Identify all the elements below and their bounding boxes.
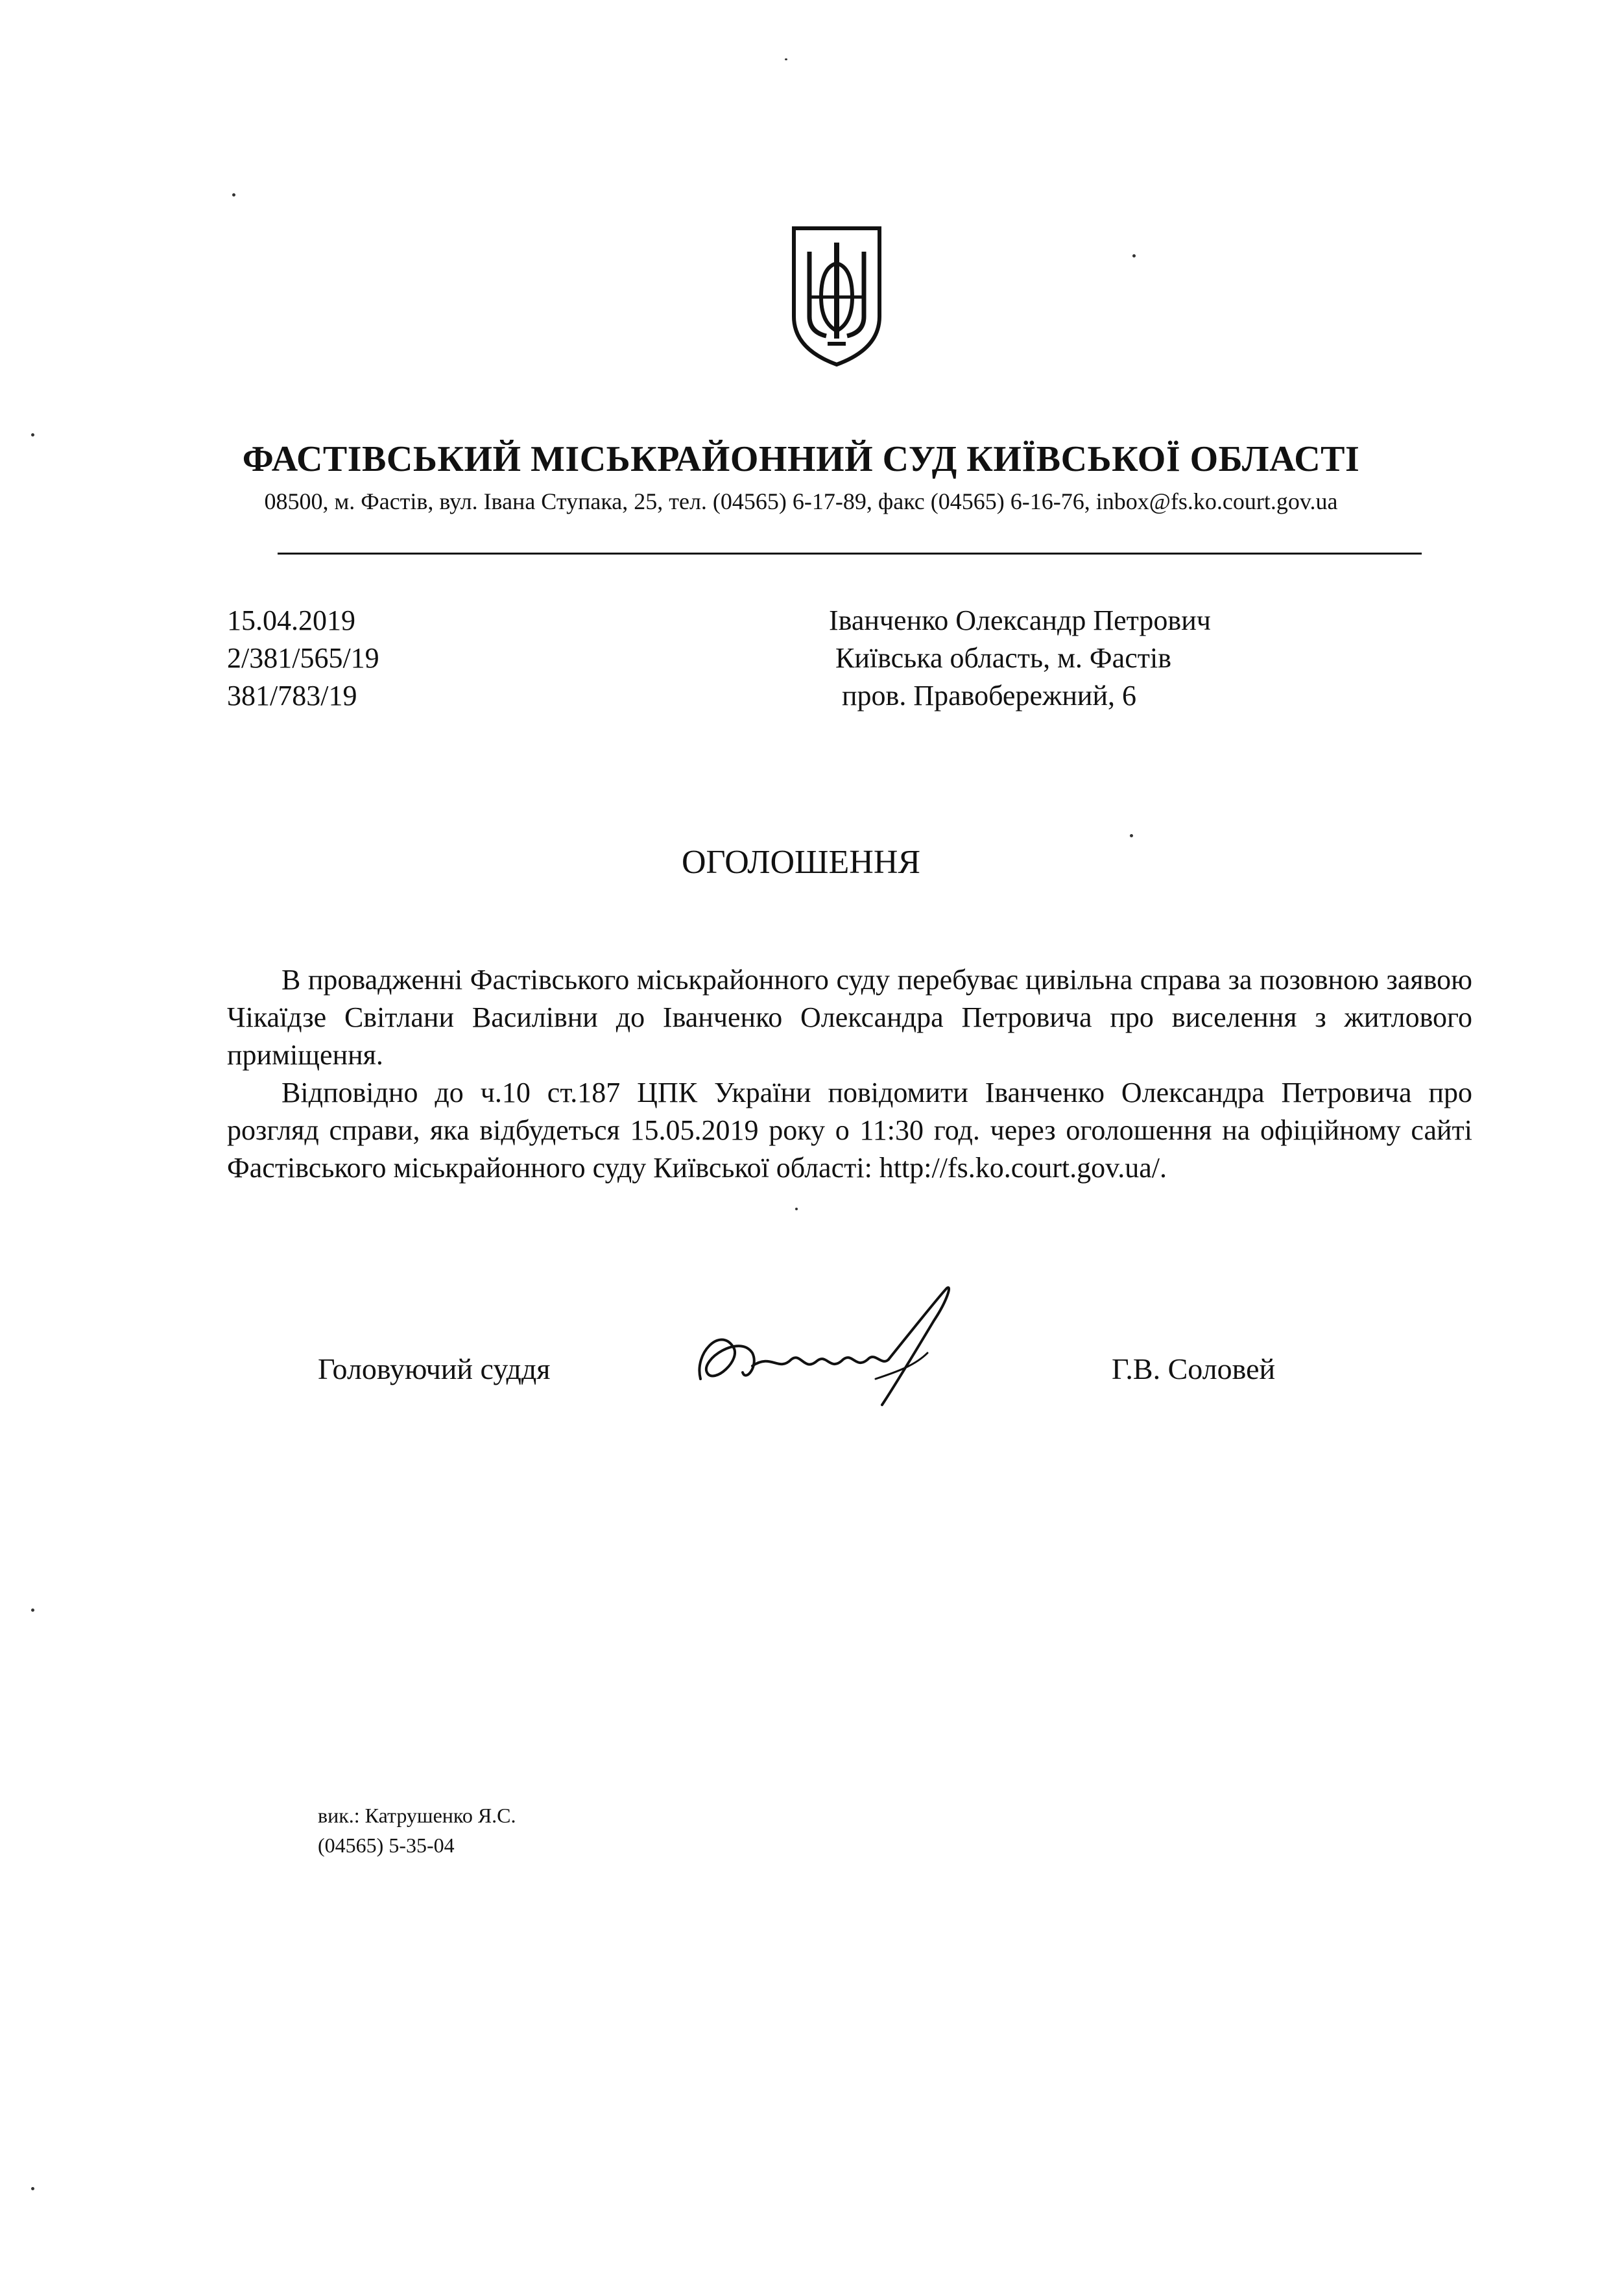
court-name-heading: ФАСТІВСЬКИЙ МІСЬКРАЙОННИЙ СУД КИЇВСЬКОЇ ОБЛАСТІ	[242, 439, 1360, 479]
header-divider	[278, 553, 1422, 555]
addressee-street: пров. Правобережний, 6	[842, 680, 1137, 712]
scan-speck	[785, 58, 787, 60]
document-metadata	[227, 602, 379, 715]
document-date: 15.04.2019	[227, 604, 355, 636]
addressee-name: Іванченко Олександр Петрович	[829, 604, 1211, 636]
scan-speck	[795, 1208, 798, 1210]
judge-title: Головуючий суддя	[318, 1352, 551, 1385]
case-number: 2/381/565/19	[227, 642, 379, 674]
addressee-block	[824, 602, 1211, 715]
announcement-paragraph: Відповідно до ч.10 ст.187 ЦПК України повідомити Іванченко Олександра Петровича про розгляд справи, яка відбудеться 15.05.2019 року о 11:30 год. через оголошення на офіційному сайті Фастівського міськрайонного суду Київської області: http://fs.ko.court.gov.ua/.	[227, 1077, 1472, 1184]
executor-phone: (04565) 5-35-04	[318, 1834, 455, 1857]
scan-speck	[31, 433, 34, 436]
document-title: ОГОЛОШЕННЯ	[681, 844, 921, 881]
judge-signature	[681, 1275, 960, 1411]
court-contact-line: 08500, м. Фастів, вул. Івана Ступака, 25, тел. (04565) 6-17-89, факс (04565) 6-16-76, inbox@fs.ko.court.gov.ua	[264, 488, 1338, 514]
scan-speck	[1130, 834, 1133, 837]
proceeding-number: 381/783/19	[227, 680, 357, 712]
scan-speck	[31, 2187, 34, 2190]
scan-speck	[232, 193, 235, 197]
announcement-body	[227, 961, 1472, 1187]
executor-name: вик.: Катрушенко Я.С.	[318, 1804, 516, 1827]
executor-block	[318, 1800, 516, 1860]
scan-speck	[31, 1608, 34, 1612]
scan-speck	[1132, 254, 1136, 257]
coat-of-arms-icon	[790, 226, 883, 367]
judge-name: Г.В. Соловей	[1112, 1352, 1276, 1385]
announcement-paragraph: В провадженні Фастівського міськрайонного суду перебуває цивільна справа за позовною заявою Чікаїдзе Світлани Василівни до Іванченко Олександра Петровича про виселення з житлового приміщення.	[227, 964, 1472, 1071]
addressee-city: Київська область, м. Фастів	[835, 642, 1171, 674]
